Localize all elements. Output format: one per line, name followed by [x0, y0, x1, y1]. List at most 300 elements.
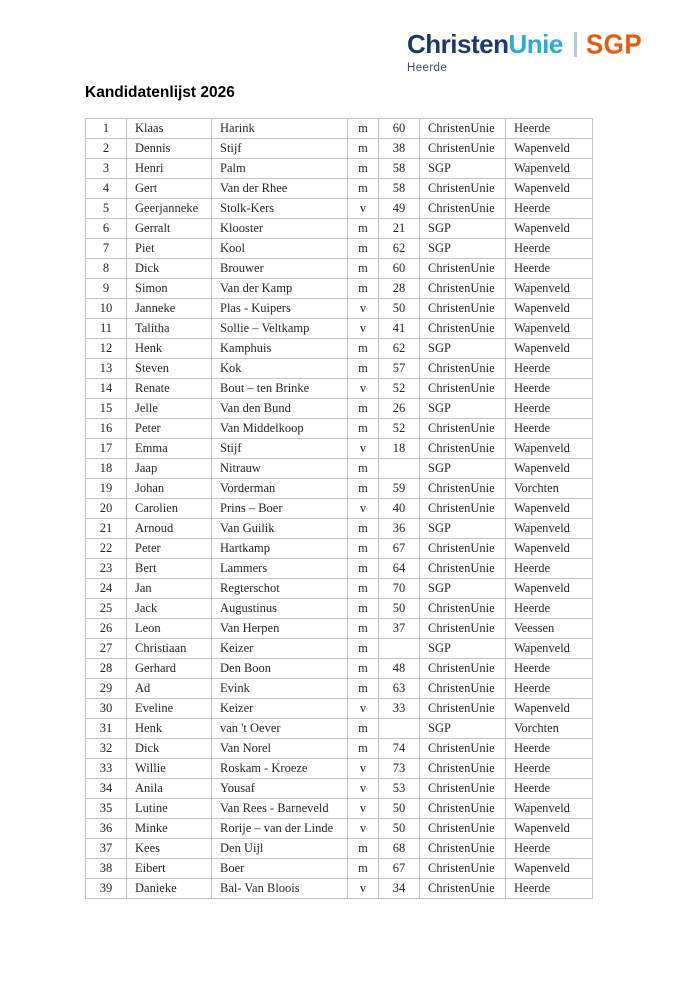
cell-age: 70: [379, 579, 420, 599]
cell-age: 41: [379, 319, 420, 339]
cell-first-name: Dennis: [127, 139, 212, 159]
cell-age: 59: [379, 479, 420, 499]
cell-party: ChristenUnie: [420, 279, 506, 299]
cell-first-name: Bert: [127, 559, 212, 579]
cell-last-name: Van den Bund: [212, 399, 348, 419]
cell-place: Wapenveld: [506, 499, 593, 519]
cell-party: ChristenUnie: [420, 319, 506, 339]
cell-age: 37: [379, 619, 420, 639]
cell-place: Heerde: [506, 879, 593, 899]
cell-party: SGP: [420, 639, 506, 659]
table-row: [86, 479, 593, 499]
cell-party: ChristenUnie: [420, 479, 506, 499]
cell-first-name: Jaap: [127, 459, 212, 479]
cell-place: Wapenveld: [506, 219, 593, 239]
cell-position-number: 7: [86, 239, 127, 259]
cell-position-number: 39: [86, 879, 127, 899]
cell-last-name: Harink: [212, 119, 348, 139]
cell-first-name: Christiaan: [127, 639, 212, 659]
cell-last-name: Kool: [212, 239, 348, 259]
cell-age: 62: [379, 339, 420, 359]
table-row: [86, 499, 593, 519]
cell-party: SGP: [420, 339, 506, 359]
cell-first-name: Anila: [127, 779, 212, 799]
cell-age: 73: [379, 759, 420, 779]
cell-place: Wapenveld: [506, 279, 593, 299]
cell-first-name: Peter: [127, 419, 212, 439]
cell-gender: v: [348, 319, 379, 339]
cell-party: ChristenUnie: [420, 539, 506, 559]
cell-last-name: Vorderman: [212, 479, 348, 499]
cell-gender: v: [348, 699, 379, 719]
table-row: [86, 179, 593, 199]
cell-position-number: 9: [86, 279, 127, 299]
cell-position-number: 4: [86, 179, 127, 199]
cell-gender: m: [348, 619, 379, 639]
cell-age: 60: [379, 119, 420, 139]
cell-gender: m: [348, 259, 379, 279]
cell-last-name: Keizer: [212, 639, 348, 659]
table-row: [86, 719, 593, 739]
cell-place: Heerde: [506, 379, 593, 399]
cell-gender: v: [348, 299, 379, 319]
cell-first-name: Talitha: [127, 319, 212, 339]
cell-position-number: 12: [86, 339, 127, 359]
table-row: [86, 299, 593, 319]
cell-party: ChristenUnie: [420, 559, 506, 579]
table-row: [86, 579, 593, 599]
cell-place: Heerde: [506, 199, 593, 219]
cell-place: Wapenveld: [506, 299, 593, 319]
cell-position-number: 33: [86, 759, 127, 779]
cell-age: 49: [379, 199, 420, 219]
cell-position-number: 6: [86, 219, 127, 239]
table-row: [86, 199, 593, 219]
cell-first-name: Willie: [127, 759, 212, 779]
cell-first-name: Arnoud: [127, 519, 212, 539]
cell-first-name: Danieke: [127, 879, 212, 899]
christenunie-wordmark-dark: Christen: [407, 29, 509, 59]
cell-gender: m: [348, 559, 379, 579]
cell-gender: v: [348, 199, 379, 219]
cell-party: ChristenUnie: [420, 599, 506, 619]
cell-position-number: 11: [86, 319, 127, 339]
cell-first-name: Lutine: [127, 799, 212, 819]
cell-party: SGP: [420, 459, 506, 479]
logo-location-label: Heerde: [407, 62, 448, 74]
cell-party: ChristenUnie: [420, 739, 506, 759]
cell-gender: m: [348, 539, 379, 559]
cell-place: Wapenveld: [506, 579, 593, 599]
cell-place: Wapenveld: [506, 439, 593, 459]
cell-age: 21: [379, 219, 420, 239]
cell-gender: m: [348, 599, 379, 619]
candidate-table-body: [86, 119, 593, 899]
cell-party: ChristenUnie: [420, 839, 506, 859]
cell-first-name: Geerjanneke: [127, 199, 212, 219]
cell-first-name: Gert: [127, 179, 212, 199]
cell-gender: m: [348, 119, 379, 139]
table-row: [86, 419, 593, 439]
cell-position-number: 18: [86, 459, 127, 479]
cell-first-name: Henri: [127, 159, 212, 179]
cell-place: Wapenveld: [506, 319, 593, 339]
cell-age: 58: [379, 159, 420, 179]
cell-position-number: 10: [86, 299, 127, 319]
cell-position-number: 29: [86, 679, 127, 699]
cell-first-name: Jelle: [127, 399, 212, 419]
cell-last-name: Hartkamp: [212, 539, 348, 559]
cell-gender: m: [348, 359, 379, 379]
cell-age: 50: [379, 799, 420, 819]
cell-place: Wapenveld: [506, 179, 593, 199]
cell-age: 48: [379, 659, 420, 679]
cell-age: 52: [379, 419, 420, 439]
cell-position-number: 19: [86, 479, 127, 499]
cell-position-number: 37: [86, 839, 127, 859]
cell-place: Heerde: [506, 679, 593, 699]
cell-first-name: Steven: [127, 359, 212, 379]
cell-last-name: Palm: [212, 159, 348, 179]
cell-gender: m: [348, 159, 379, 179]
cell-age: 68: [379, 839, 420, 859]
cell-first-name: Piet: [127, 239, 212, 259]
cell-place: Heerde: [506, 759, 593, 779]
cell-last-name: Bout – ten Brinke: [212, 379, 348, 399]
cell-place: Wapenveld: [506, 639, 593, 659]
cell-place: Heerde: [506, 739, 593, 759]
cell-first-name: Emma: [127, 439, 212, 459]
cell-first-name: Gerralt: [127, 219, 212, 239]
table-row: [86, 679, 593, 699]
cell-position-number: 31: [86, 719, 127, 739]
page-title: Kandidatenlijst 2026: [85, 84, 235, 101]
cell-age: 60: [379, 259, 420, 279]
cell-age: 57: [379, 359, 420, 379]
cell-place: Heerde: [506, 359, 593, 379]
cell-place: Wapenveld: [506, 819, 593, 839]
cell-age: 50: [379, 299, 420, 319]
cell-last-name: Evink: [212, 679, 348, 699]
cell-gender: m: [348, 639, 379, 659]
cell-gender: m: [348, 219, 379, 239]
cell-gender: v: [348, 499, 379, 519]
cell-last-name: Rorije – van der Linde: [212, 819, 348, 839]
cell-position-number: 13: [86, 359, 127, 379]
cell-age: [379, 459, 420, 479]
cell-party: ChristenUnie: [420, 139, 506, 159]
cell-party: SGP: [420, 239, 506, 259]
cell-last-name: Van Middelkoop: [212, 419, 348, 439]
cell-position-number: 34: [86, 779, 127, 799]
cell-last-name: Brouwer: [212, 259, 348, 279]
cell-party: ChristenUnie: [420, 699, 506, 719]
cell-place: Heerde: [506, 839, 593, 859]
cell-party: SGP: [420, 219, 506, 239]
cell-age: 62: [379, 239, 420, 259]
cell-last-name: Boer: [212, 859, 348, 879]
cell-last-name: Van Guilik: [212, 519, 348, 539]
table-row: [86, 379, 593, 399]
cell-last-name: Lammers: [212, 559, 348, 579]
cell-first-name: Janneke: [127, 299, 212, 319]
cell-last-name: Kamphuis: [212, 339, 348, 359]
cell-first-name: Dick: [127, 259, 212, 279]
cell-gender: m: [348, 719, 379, 739]
table-row: [86, 459, 593, 479]
cell-gender: v: [348, 879, 379, 899]
cell-first-name: Carolien: [127, 499, 212, 519]
cell-place: Veessen: [506, 619, 593, 639]
cell-last-name: Bal- Van Bloois: [212, 879, 348, 899]
cell-age: 34: [379, 879, 420, 899]
cell-last-name: Van der Kamp: [212, 279, 348, 299]
cell-gender: v: [348, 799, 379, 819]
cell-last-name: Den Boon: [212, 659, 348, 679]
christenunie-wordmark-light: Unie: [508, 29, 563, 59]
christenunie-wordmark: [407, 31, 563, 57]
cell-last-name: Regterschot: [212, 579, 348, 599]
table-row: [86, 399, 593, 419]
table-row: [86, 659, 593, 679]
cell-party: SGP: [420, 719, 506, 739]
cell-gender: m: [348, 279, 379, 299]
table-row: [86, 839, 593, 859]
cell-position-number: 15: [86, 399, 127, 419]
cell-age: 33: [379, 699, 420, 719]
cell-position-number: 38: [86, 859, 127, 879]
cell-place: Heerde: [506, 239, 593, 259]
cell-last-name: Keizer: [212, 699, 348, 719]
cell-party: SGP: [420, 159, 506, 179]
cell-gender: m: [348, 579, 379, 599]
cell-party: ChristenUnie: [420, 119, 506, 139]
table-row: [86, 639, 593, 659]
cell-last-name: Sollie – Veltkamp: [212, 319, 348, 339]
cell-first-name: Kees: [127, 839, 212, 859]
cell-first-name: Jan: [127, 579, 212, 599]
cell-place: Heerde: [506, 119, 593, 139]
cell-first-name: Ad: [127, 679, 212, 699]
cell-party: ChristenUnie: [420, 199, 506, 219]
cell-party: ChristenUnie: [420, 379, 506, 399]
cell-gender: v: [348, 439, 379, 459]
cell-gender: v: [348, 819, 379, 839]
table-row: [86, 279, 593, 299]
cell-age: 67: [379, 539, 420, 559]
table-row: [86, 599, 593, 619]
cell-place: Wapenveld: [506, 339, 593, 359]
cell-place: Wapenveld: [506, 859, 593, 879]
cell-last-name: Nitrauw: [212, 459, 348, 479]
cell-gender: v: [348, 779, 379, 799]
cell-last-name: Plas - Kuipers: [212, 299, 348, 319]
cell-last-name: Roskam - Kroeze: [212, 759, 348, 779]
cell-gender: m: [348, 739, 379, 759]
cell-last-name: Van Herpen: [212, 619, 348, 639]
table-row: [86, 799, 593, 819]
cell-last-name: Van der Rhee: [212, 179, 348, 199]
cell-position-number: 3: [86, 159, 127, 179]
cell-gender: m: [348, 679, 379, 699]
cell-age: 36: [379, 519, 420, 539]
cell-position-number: 28: [86, 659, 127, 679]
cell-place: Wapenveld: [506, 459, 593, 479]
table-row: [86, 739, 593, 759]
cell-position-number: 26: [86, 619, 127, 639]
cell-place: Wapenveld: [506, 519, 593, 539]
cell-position-number: 5: [86, 199, 127, 219]
table-row: [86, 219, 593, 239]
cell-age: 50: [379, 599, 420, 619]
cell-last-name: van 't Oever: [212, 719, 348, 739]
cell-age: 18: [379, 439, 420, 459]
cell-position-number: 16: [86, 419, 127, 439]
table-row: [86, 859, 593, 879]
cell-first-name: Dick: [127, 739, 212, 759]
cell-last-name: Kok: [212, 359, 348, 379]
cell-gender: v: [348, 759, 379, 779]
logo-divider: [574, 32, 577, 57]
cell-position-number: 8: [86, 259, 127, 279]
cell-place: Wapenveld: [506, 699, 593, 719]
candidate-table: [85, 118, 593, 899]
cell-age: [379, 719, 420, 739]
cell-place: Wapenveld: [506, 139, 593, 159]
table-row: [86, 359, 593, 379]
cell-party: ChristenUnie: [420, 499, 506, 519]
table-row: [86, 139, 593, 159]
cell-position-number: 35: [86, 799, 127, 819]
cell-position-number: 23: [86, 559, 127, 579]
cell-party: SGP: [420, 579, 506, 599]
cell-party: ChristenUnie: [420, 419, 506, 439]
table-row: [86, 519, 593, 539]
cell-position-number: 27: [86, 639, 127, 659]
cell-party: ChristenUnie: [420, 819, 506, 839]
cell-age: 67: [379, 859, 420, 879]
cell-position-number: 25: [86, 599, 127, 619]
cell-place: Heerde: [506, 659, 593, 679]
cell-position-number: 20: [86, 499, 127, 519]
table-row: [86, 319, 593, 339]
cell-gender: m: [348, 419, 379, 439]
cell-gender: m: [348, 659, 379, 679]
cell-age: 74: [379, 739, 420, 759]
cell-first-name: Eibert: [127, 859, 212, 879]
cell-party: ChristenUnie: [420, 439, 506, 459]
cell-last-name: Stijf: [212, 439, 348, 459]
cell-party: ChristenUnie: [420, 619, 506, 639]
cell-place: Heerde: [506, 559, 593, 579]
table-row: [86, 159, 593, 179]
cell-gender: m: [348, 339, 379, 359]
cell-age: 38: [379, 139, 420, 159]
cell-first-name: Henk: [127, 339, 212, 359]
cell-place: Vorchten: [506, 479, 593, 499]
cell-party: ChristenUnie: [420, 779, 506, 799]
cell-first-name: Henk: [127, 719, 212, 739]
table-row: [86, 619, 593, 639]
cell-last-name: Den Uijl: [212, 839, 348, 859]
table-row: [86, 559, 593, 579]
cell-age: 58: [379, 179, 420, 199]
cell-party: ChristenUnie: [420, 859, 506, 879]
cell-gender: m: [348, 519, 379, 539]
cell-place: Heerde: [506, 599, 593, 619]
cell-last-name: Van Norel: [212, 739, 348, 759]
cell-party: ChristenUnie: [420, 799, 506, 819]
table-row: [86, 539, 593, 559]
table-row: [86, 339, 593, 359]
cell-place: Wapenveld: [506, 159, 593, 179]
cell-party: SGP: [420, 519, 506, 539]
table-row: [86, 879, 593, 899]
cell-first-name: Peter: [127, 539, 212, 559]
table-row: [86, 119, 593, 139]
cell-position-number: 36: [86, 819, 127, 839]
cell-gender: m: [348, 239, 379, 259]
cell-party: ChristenUnie: [420, 759, 506, 779]
cell-gender: m: [348, 139, 379, 159]
cell-last-name: Prins – Boer: [212, 499, 348, 519]
cell-first-name: Johan: [127, 479, 212, 499]
table-row: [86, 239, 593, 259]
cell-gender: v: [348, 379, 379, 399]
cell-gender: m: [348, 859, 379, 879]
cell-position-number: 14: [86, 379, 127, 399]
cell-first-name: Simon: [127, 279, 212, 299]
cell-last-name: Augustinus: [212, 599, 348, 619]
cell-place: Heerde: [506, 779, 593, 799]
table-row: [86, 779, 593, 799]
cell-gender: m: [348, 179, 379, 199]
cell-first-name: Minke: [127, 819, 212, 839]
cell-party: ChristenUnie: [420, 259, 506, 279]
cell-first-name: Jack: [127, 599, 212, 619]
cell-first-name: Renate: [127, 379, 212, 399]
cell-position-number: 2: [86, 139, 127, 159]
cell-last-name: Klooster: [212, 219, 348, 239]
cell-last-name: Stijf: [212, 139, 348, 159]
cell-gender: m: [348, 399, 379, 419]
cell-place: Wapenveld: [506, 539, 593, 559]
cell-party: ChristenUnie: [420, 179, 506, 199]
table-row: [86, 259, 593, 279]
cell-age: 64: [379, 559, 420, 579]
cell-place: Heerde: [506, 259, 593, 279]
party-logo: [407, 28, 643, 74]
cell-age: 26: [379, 399, 420, 419]
cell-position-number: 17: [86, 439, 127, 459]
cell-position-number: 1: [86, 119, 127, 139]
cell-place: Wapenveld: [506, 799, 593, 819]
cell-party: ChristenUnie: [420, 879, 506, 899]
cell-age: 28: [379, 279, 420, 299]
cell-party: ChristenUnie: [420, 679, 506, 699]
cell-first-name: Leon: [127, 619, 212, 639]
cell-gender: m: [348, 839, 379, 859]
cell-party: ChristenUnie: [420, 299, 506, 319]
cell-gender: m: [348, 479, 379, 499]
cell-gender: m: [348, 459, 379, 479]
cell-age: 40: [379, 499, 420, 519]
cell-position-number: 32: [86, 739, 127, 759]
cell-age: 50: [379, 819, 420, 839]
cell-party: SGP: [420, 399, 506, 419]
table-row: [86, 439, 593, 459]
cell-place: Heerde: [506, 419, 593, 439]
